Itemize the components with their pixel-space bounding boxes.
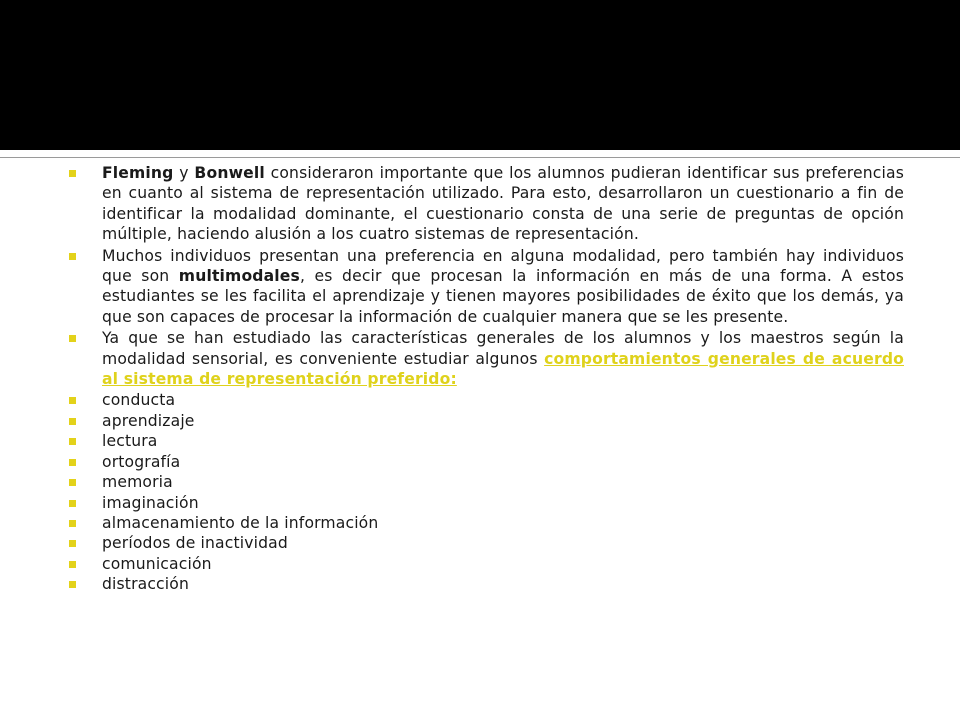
comportamientos-link[interactable]: comportamientos generales de acuerdo al sistema de representación preferido:: [102, 349, 904, 389]
square-bullet-icon: [69, 561, 76, 568]
bullet-text: Ya que se han estudiado las características generales de los alumnos y los maestros según la modalidad sensorial, es conveniente estudiar algunos: [102, 329, 904, 368]
list-item-label: distracción: [102, 575, 189, 594]
title-divider: [0, 150, 960, 158]
list-item-label: períodos de inactividad: [102, 534, 288, 553]
square-bullet-icon: [69, 500, 76, 507]
list-item-label: memoria: [102, 473, 173, 492]
author-name-fleming: Fleming: [102, 164, 174, 182]
square-bullet-icon: [69, 170, 76, 177]
slide-body: [0, 158, 960, 720]
square-bullet-icon: [69, 253, 76, 260]
bullet-text: Muchos individuos presentan una preferencia en alguna modalidad, pero también hay individuos que son: [102, 246, 904, 286]
list-item: [76, 452, 904, 472]
list-item: [76, 533, 904, 553]
keyword-multimodales: multimodales: [178, 267, 300, 286]
bullet-list: [76, 163, 904, 595]
square-bullet-icon: [69, 418, 76, 425]
bullet-fleming-bonwell: [76, 163, 904, 245]
square-bullet-icon: [69, 540, 76, 547]
list-item: [76, 472, 904, 492]
square-bullet-icon: [69, 438, 76, 445]
list-item-label: ortografía: [102, 452, 181, 471]
list-item-label: imaginación: [102, 493, 199, 512]
list-item: [76, 554, 904, 574]
list-item: [76, 574, 904, 594]
conjunction-text: y: [173, 164, 195, 182]
title-band: [0, 0, 960, 150]
author-name-bonwell: Bonwell: [194, 164, 265, 182]
square-bullet-icon: [69, 397, 76, 404]
bullet-comportamientos: [76, 328, 904, 389]
list-item-label: comunicación: [102, 554, 212, 573]
list-item: [76, 513, 904, 533]
square-bullet-icon: [69, 479, 76, 486]
list-item: [76, 411, 904, 431]
list-item: [76, 390, 904, 410]
list-item-label: aprendizaje: [102, 411, 195, 430]
list-item: [76, 493, 904, 513]
list-item-label: almacenamiento de la información: [102, 513, 379, 532]
square-bullet-icon: [69, 335, 76, 342]
list-item: [76, 431, 904, 451]
list-item-label: conducta: [102, 391, 176, 410]
square-bullet-icon: [69, 459, 76, 466]
bullet-text: consideraron importante que los alumnos pudieran identificar sus preferencias en cuanto al sistema de representación utilizado. Para esto, desarrollaron un cuestionario a fin de identificar la modalidad dominante, el cuestionario consta de una serie de preguntas de opción múltiple, haciendo alusión a los cuatro sistemas de representación.: [102, 164, 904, 244]
square-bullet-icon: [69, 520, 76, 527]
square-bullet-icon: [69, 581, 76, 588]
bullet-text: , es decir que procesan la información en más de una forma. A estos estudiantes se les facilita el aprendizaje y tienen mayores posibilidades de éxito que los demás, ya que son capaces de procesar la información de cualquier manera que se les presente.: [102, 267, 904, 326]
bullet-multimodales: [76, 246, 904, 328]
list-item-label: lectura: [102, 432, 158, 451]
